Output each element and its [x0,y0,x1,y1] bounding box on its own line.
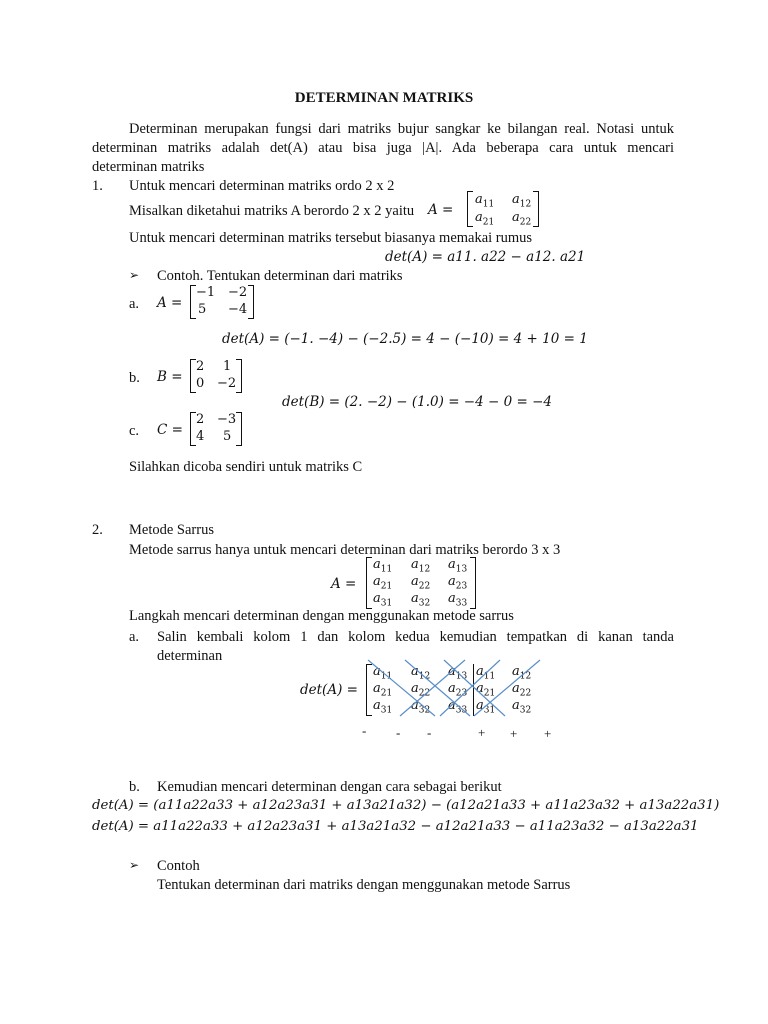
matrix-cell: −3 [217,412,237,427]
matrix-cell: $a_{13}$ [448,557,468,575]
matrix-cell: $a_{33}$ [448,698,468,716]
matrix-cell: $a_{12}$ [411,557,431,575]
matrix-cell: $a_{21}$ [373,574,393,592]
section1-suppose: Misalkan diketahui matriks A berordo 2 x 2 yaitu [129,203,415,219]
matrix-cell: 2 [196,359,205,374]
matrix-cell: −1 [196,285,216,300]
matrix-cell: $a_{22}$ [411,681,431,699]
matrix-cell: 4 [196,429,205,444]
matrix-cell: $a_{32}$ [411,591,431,609]
try-yourself-text: Silahkan dicoba sendiri untuk matriks C [129,459,363,475]
step-a-label: a. [129,629,140,645]
matrix-cell: $a_{11}$ [475,192,495,210]
matrix-3x3-label: A = [331,576,357,592]
minus-sign: - [427,725,432,740]
sarrus-diagonal-line [444,660,505,716]
matrix-cell: $a_{13}$ [448,664,468,682]
matrix-cell: $a_{22}$ [512,681,532,699]
sarrus-diagonal-line [474,660,540,716]
example2-text: Tentukan determinan dari matriks dengan menggunakan metode Sarrus [157,877,571,893]
minus-sign: - [362,723,367,738]
sarrus-formula-1: det(A) = (a11a22a33 + a12a23a31 + a13a21a32) − (a12a21a33 + a11a23a32 + a13a22a31) [92,798,720,813]
matrix-cell: $a_{21}$ [475,210,495,228]
matrix-cell: −2 [217,376,237,391]
matrix-cell: 5 [223,429,232,444]
matrix-cell: $a_{12}$ [512,664,532,682]
matrix-cell: $a_{31}$ [373,698,393,716]
matrix-cell: $a_{22}$ [512,210,532,228]
matrix-cell: $a_{31}$ [373,591,393,609]
sarrus-diagonal-line [405,660,470,716]
section1-heading: Untuk mencari determinan matriks ordo 2 x 2 [129,178,395,194]
matrix-cell: $a_{33}$ [448,591,468,609]
matrix-cell: $a_{21}$ [373,681,393,699]
plus-sign: + [510,726,518,741]
matrix-cell: $a_{21}$ [476,681,496,699]
step-a-line-1: Salin kembali kolom 1 dan kolom kedua kemudian tempatkan di kanan tanda [157,629,674,645]
section2-description: Metode sarrus hanya untuk mencari determinan dari matriks berordo 3 x 3 [129,542,561,558]
section2-heading: Metode Sarrus [129,522,214,538]
sarrus-diagonal-line [440,660,500,716]
section2-number: 2. [92,522,103,538]
matrix-cell: 1 [223,359,232,374]
example-a-det: det(A) = (−1. −4) − (−2.5) = 4 − (−10) = 4 + 10 = 1 [222,331,588,347]
matrix-cell: $a_{23}$ [448,681,468,699]
matrix-cell: $a_{32}$ [512,698,532,716]
step-b-text: Kemudian mencari determinan dengan cara sebagai berikut [157,779,502,795]
matrix-A-label: A = [428,202,454,218]
sarrus-diagonal-line [400,660,468,716]
steps-intro: Langkah mencari determinan dengan menggunakan metode sarrus [129,608,514,624]
matrix-cell: $a_{32}$ [411,698,431,716]
formula-2x2: det(A) = a11. a22 − a12. a21 [385,249,586,265]
intro-line-3: determinan matriks [92,159,205,175]
matrix-cell: 0 [196,376,205,391]
matrix-cell: $a_{11}$ [373,664,393,682]
intro-line-1: Determinan merupakan fungsi dari matriks bujur sangkar ke bilangan real. Notasi untuk [129,121,674,137]
example-a-label: a. [129,296,140,312]
matrix-cell: $a_{11}$ [476,664,496,682]
matrix-cell: −2 [228,285,248,300]
sarrus-diagonal-line [368,660,435,716]
example-c-eq: C = [157,422,183,438]
bullet-arrow-icon: ➢ [129,858,140,872]
formula-intro: Untuk mencari determinan matriks tersebut biasanya memakai rumus [129,230,533,246]
example2-heading: Contoh [157,858,200,874]
matrix-cell: $a_{31}$ [476,698,496,716]
example-b-eq: B = [157,369,183,385]
matrix-cell: $a_{12}$ [512,192,532,210]
matrix-cell: $a_{22}$ [411,574,431,592]
section1-number: 1. [92,178,103,194]
matrix-cell: $a_{11}$ [373,557,393,575]
example-heading: Contoh. Tentukan determinan dari matriks [157,268,403,284]
example-a-eq: A = [157,295,183,311]
matrix-cell: 2 [196,412,205,427]
det-label: det(A) = [300,682,358,698]
example-b-det: det(B) = (2. −2) − (1.0) = −4 − 0 = −4 [282,394,552,410]
sarrus-formula-2: det(A) = a11a22a33 + a12a23a31 + a13a21a32 − a12a21a33 − a11a23a32 − a13a22a31 [92,819,699,834]
page-title: DETERMINAN MATRIKS [294,90,474,106]
intro-line-2: determinan matriks adalah det(A) atau bisa juga |A|. Ada beberapa cara untuk mencari [92,140,674,156]
example-c-label: c. [129,423,140,439]
plus-sign: + [478,725,486,740]
bullet-arrow-icon: ➢ [129,268,140,282]
minus-sign: - [396,725,401,740]
matrix-cell: $a_{12}$ [411,664,431,682]
plus-sign: + [544,726,552,741]
example-b-label: b. [129,370,140,386]
matrix-cell: 5 [198,302,207,317]
step-b-label: b. [129,779,140,795]
matrix-cell: −4 [228,302,248,317]
step-a-line-2: determinan [157,648,223,664]
matrix-cell: $a_{23}$ [448,574,468,592]
